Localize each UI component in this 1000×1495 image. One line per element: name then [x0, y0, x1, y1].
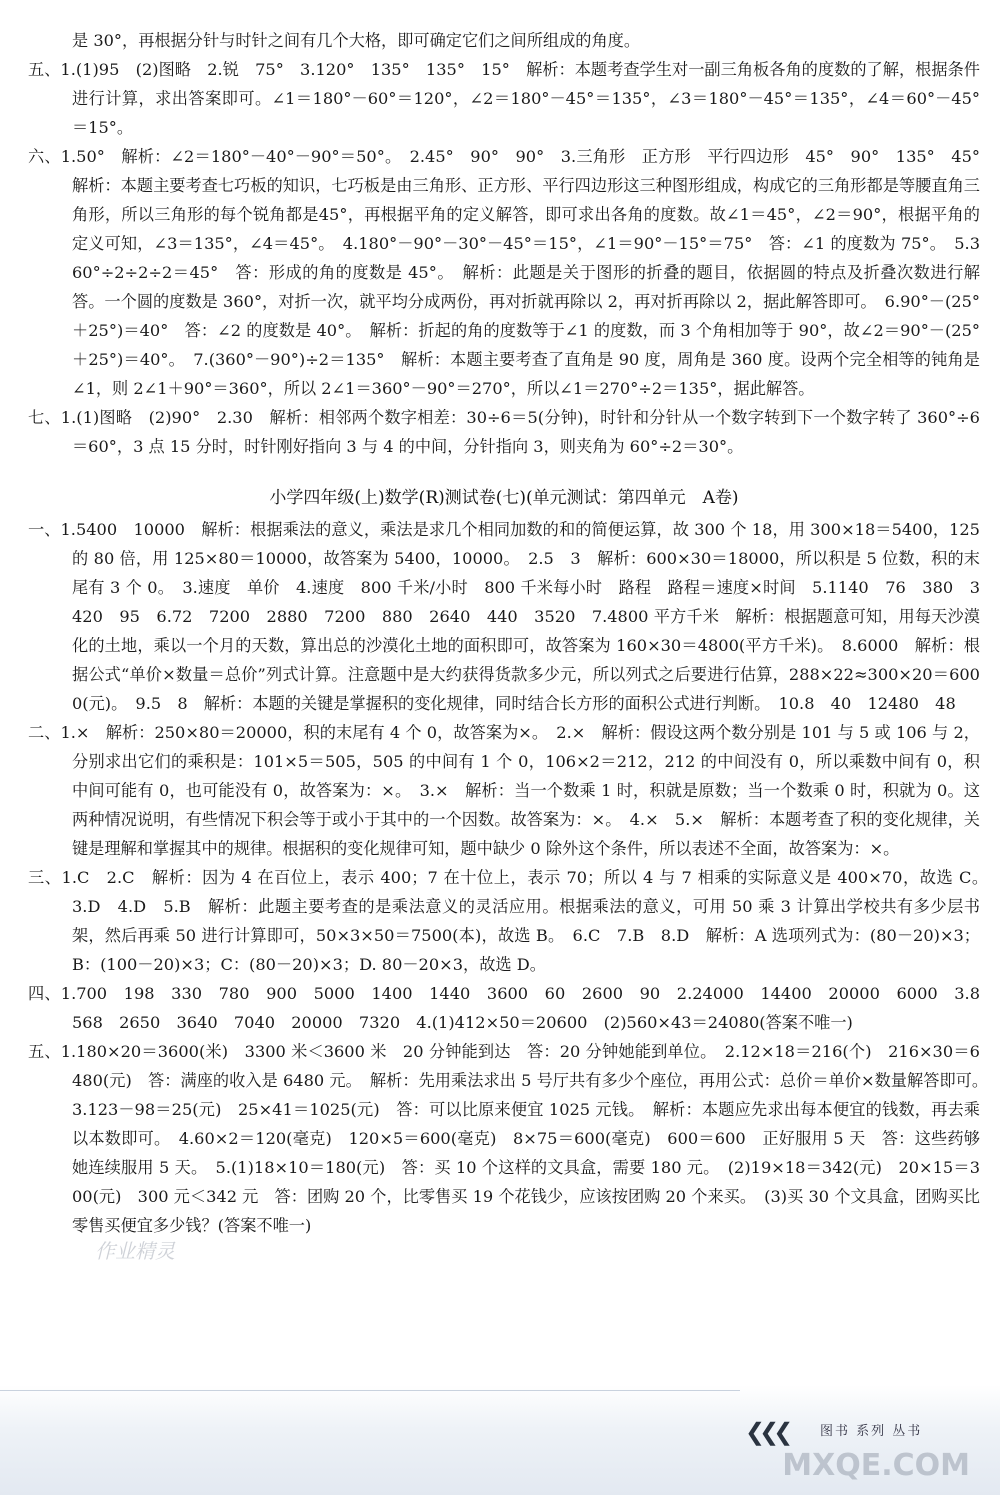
top-answers	[28, 26, 997, 461]
section-title: 小学四年级(上)数学(R)测试卷(七)(单元测试：第四单元 A卷)	[269, 488, 739, 508]
site-watermark: MXQE.COM	[782, 1448, 970, 1483]
answer-paragraph: 一、1.5400 10000 解析：根据乘法的意义，乘法是求几个相同加数的和的简便运算，故 300 个 18，用 300×18＝5400，125 的 80 倍，用 125×80＝10000，故答案为 5400，10000。 2.5 3 解析：600×30＝18000，所以积是 5 位数，积的末尾有 3 个 0。 3.速度 单价 4.速度 800 千米/小时 800 千米每小时 路程 路程＝速度×时间 5.1140 76 380 3420 95 6.72 7200 2880 7200 880 2640 440 3520 7.4800 平方千米 解析：根据题意可知，用每天沙漠化的土地，乘以一个月的天数，算出总的沙漠化土地的面积即可，故答案为 160×30＝4800(平方千米)。 8.6000 解析：根据公式“单价×数量＝总价”列式计算。注意题中是大约获得货款多少元，所以列式之后要进行估算，288×22≈300×20＝6000(元)。 9.5 8 解析：本题的关键是掌握积的变化规律，同时结合长方形的面积公式进行判断。 10.8 40 12480 48	[28, 520, 980, 713]
answer-paragraph: 五、1.(1)95 (2)图略 2.锐 75° 3.120° 135° 135° 15° 解析：本题考查学生对一副三角板各角的度数的了解，根据条件进行计算，求出答案即可。∠1＝180°－60°＝120°，∠2＝180°－45°＝135°，∠3＝180°－45°＝135°，∠4＝60°－45°＝15°。	[28, 60, 980, 137]
unit-test-answers	[28, 515, 997, 1240]
stamp-watermark: 作业精灵	[95, 1239, 175, 1263]
answer-paragraph: 三、1.C 2.C 解析：因为 4 在百位上，表示 400；7 在十位上，表示 70；所以 4 与 7 相乘的实际意义是 400×70，故选 C。 3.D 4.D 5.B 解析：此题主要考查的是乘法意义的灵活应用。根据乘法的意义，可用 50 乘 3 计算出学校共有多少层书架，然后再乘 50 进行计算即可，50×3×50＝7500(本)，故选 B。 6.C 7.B 8.D 解析：A 选项列式为：(80－20)×3；B：(100－20)×3；C：(80－20)×3；D. 80－20×3，故选 D。	[28, 868, 997, 974]
answer-paragraph: 六、1.50° 解析：∠2＝180°－40°－90°＝50°。 2.45° 90° 90° 3.三角形 正方形 平行四边形 45° 90° 135° 45° 解析：本题主要考查七巧板的知识，七巧板是由三角形、正方形、平行四边形这三种图形组成，构成它的三角形都是等腰直角三角形，所以三角形的每个锐角都是45°，再根据平角的定义解答，即可求出各角的度数。故∠1＝45°，∠2＝90°，根据平角的定义可知，∠3＝135°，∠4＝45°。 4.180°－90°－30°－45°＝15°，∠1＝90°－15°＝75° 答：∠1 的度数为 75°。 5.360°÷2÷2÷2＝45° 答：形成的角的度数是 45°。 解析：此题是关于图形的折叠的题目，依据圆的特点及折叠次数进行解答。一个圆的度数是 360°，对折一次，就平均分成两份，再对折就再除以 2，再对折再除以 2，据此解答即可。 6.90°－(25°＋25°)＝40° 答：∠2 的度数是 40°。 解析：折起的角的度数等于∠1 的度数，而 3 个角相加等于 90°，故∠2＝90°－(25°＋25°)＝40°。 7.(360°－90°)÷2＝135° 解析：本题主要考查了直角是 90 度，周角是 360 度。设两个完全相等的钝角是∠1，则 2∠1＋90°＝360°，所以 2∠1＝360°－90°＝270°，所以∠1＝270°÷2＝135°，据此解答。	[28, 147, 997, 398]
arrow-icon: ❮❮❮	[745, 1418, 788, 1446]
answer-paragraph: 四、1.700 198 330 780 900 5000 1400 1440 3600 60 2600 90 2.24000 14400 20000 6000 3.8568 2650 3640 7040 20000 7320 4.(1)412×50＝20600 (2)560×43＝24080(答案不唯一)	[28, 984, 980, 1032]
footer-divider	[0, 1390, 740, 1391]
answer-paragraph: 二、1.× 解析：250×80＝20000，积的末尾有 4 个 0，故答案为×。 2.× 解析：假设这两个数分别是 101 与 5 或 106 与 2，分别求出它们的乘积是：101×5＝505，505 的中间有 1 个 0，106×2＝212，212 的中间没有 0，所以乘数中间有 0，积中间可能有 0，也可能没有 0，故答案为：×。 3.× 解析：当一个数乘 1 时，积就是原数；当一个数乘 0 时，积就为 0。这两种情况说明，有些情况下积会等于或小于其中的一个因数。故答案为：×。 4.× 5.× 解析：本题考查了积的变化规律，关键是理解和掌握其中的规律。根据积的变化规律可知，题中缺少 0 除外这个条件，所以表述不全面，故答案为：×。	[28, 723, 980, 858]
series-label: 图书 系列 丛书	[820, 1424, 923, 1439]
answer-page	[28, 26, 997, 1240]
answer-paragraph: 是 30°，再根据分针与时针之间有几个大格，即可确定它们之间所组成的角度。	[72, 31, 641, 50]
answer-paragraph: 五、1.180×20＝3600(米) 3300 米＜3600 米 20 分钟能到达 答：20 分钟她能到单位。 2.12×18＝216(个) 216×30＝6480(元) 答：满座的收入是 6480 元。 解析：先用乘法求出 5 号厅共有多少个座位，再用公式：总价＝单价×数量解答即可。 3.123－98＝25(元) 25×41＝1025(元) 答：可以比原来便宜 1025 元钱。 解析：本题应先求出每本便宜的钱数，再去乘以本数即可。 4.60×2＝120(毫克) 120×5＝600(毫克) 8×75＝600(毫克) 600＝600 正好服用 5 天 答：这些药够她连续服用 5 天。 5.(1)18×10＝180(元) 答：买 10 个这样的文具盒，需要 180 元。 (2)19×18＝342(元) 20×15＝300(元) 300 元＜342 元 答：团购 20 个，比零售买 19 个花钱少，应该按团购 20 个来买。 (3)买 30 个文具盒，团购买比零售买便宜多少钱？(答案不唯一)	[28, 1042, 997, 1235]
answer-paragraph: 七、1.(1)图略 (2)90° 2.30 解析：相邻两个数字相差：30÷6＝5(分钟)，时针和分针从一个数字转到下一个数字转了 360°÷6＝60°，3 点 15 分时，时针刚好指向 3 与 4 的中间，分针指向 3，则夹角为 60°÷2＝30°。	[28, 408, 980, 456]
